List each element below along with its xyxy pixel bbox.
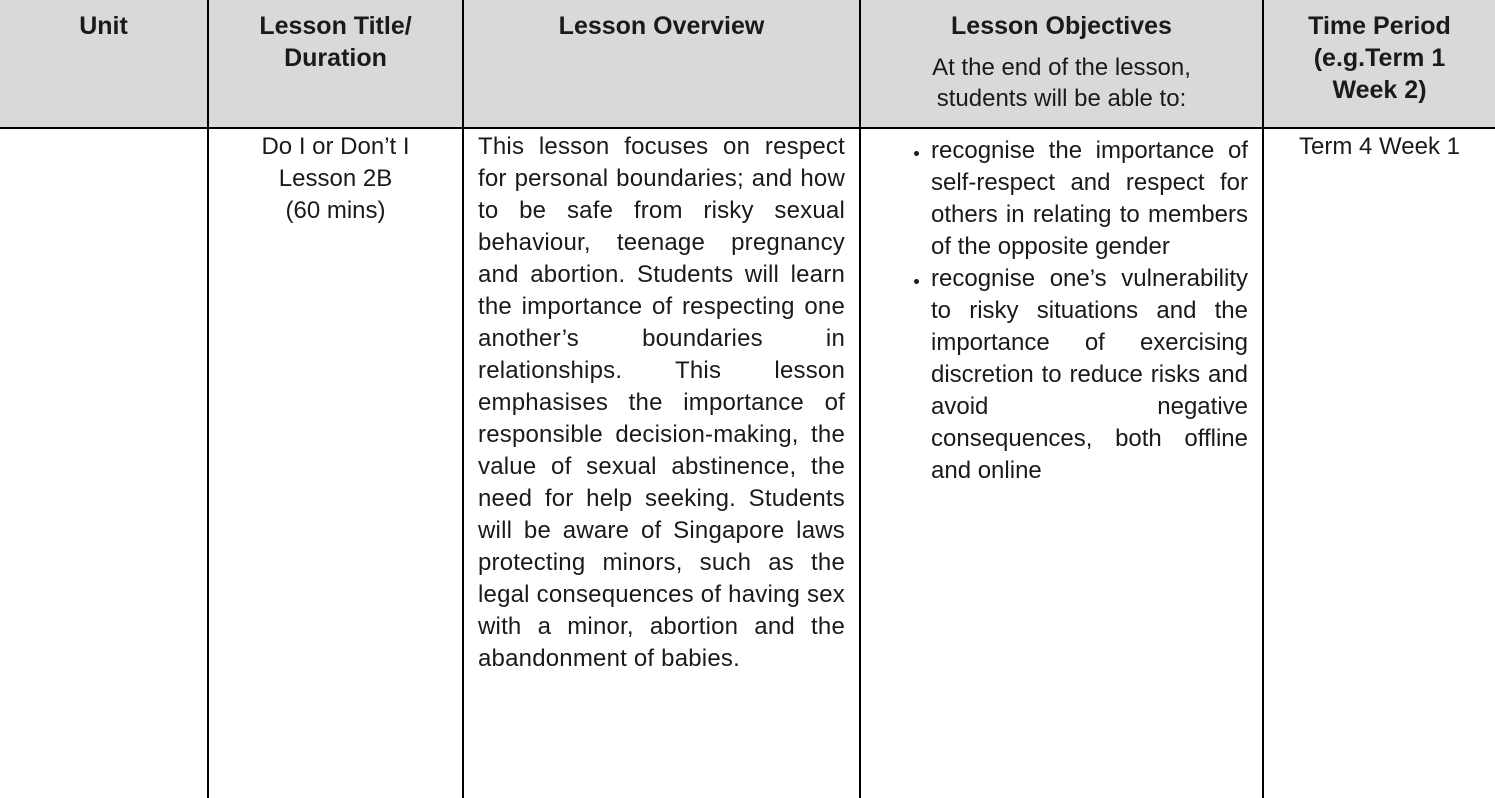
header-objectives-sub-line1: At the end of the lesson, [932, 54, 1191, 81]
header-lesson-title-line2: Duration [284, 44, 387, 72]
cell-lesson-overview [463, 128, 860, 798]
lesson-duration: (60 mins) [285, 197, 386, 224]
header-lesson-overview [463, 0, 860, 128]
header-objectives-label: Lesson Objectives [951, 12, 1172, 40]
cell-lesson-objectives [860, 128, 1263, 798]
header-time-line1: Time Period [1308, 12, 1451, 40]
header-time-line3: Week 2) [1332, 76, 1427, 104]
header-lesson-title [208, 0, 463, 128]
header-unit [0, 0, 208, 128]
cell-lesson-title [208, 128, 463, 798]
objectives-list [861, 129, 1262, 487]
lesson-overview-text: This lesson focuses on respect for personal boundaries; and how to be safe from risky sexual behaviour, teenage pregnancy and abortion. Students will learn the importance of respecting one another’s boundaries in relationships. This lesson emphasises the importance of responsible decision-making, the value of sexual abstinence, the need for help seeking. Students will be aware of Singapore laws protecting minors, such as the legal consequences of having sex with a minor, abortion and the abandonment of babies. [478, 133, 845, 672]
header-unit-label: Unit [79, 12, 128, 40]
header-objectives-sub-line2: students will be able to: [936, 85, 1187, 112]
time-period-text: Term 4 Week 1 [1299, 133, 1460, 160]
lesson-row [0, 128, 1495, 798]
objective-item: • recognise one’s vulnerability to risky situations and the importance of exercising discretion to reduce risks and avoid negative consequences, both offline and online [931, 263, 1248, 487]
header-objectives-sub [861, 52, 1262, 114]
header-overview-label: Lesson Overview [558, 12, 765, 40]
cell-unit [0, 128, 208, 798]
header-lesson-objectives [860, 0, 1263, 128]
objective-item: • recognise the importance of self-respect and respect for others in relating to members of the opposite gender [931, 135, 1248, 263]
lesson-title-line1: Do I or Don’t I [261, 133, 410, 160]
header-lesson-title-line1: Lesson Title/ [259, 12, 412, 40]
lesson-title-line2: Lesson 2B [278, 165, 393, 192]
cell-time-period [1263, 128, 1495, 798]
header-time-line2: (e.g.Term 1 [1313, 44, 1446, 72]
header-time-period [1263, 0, 1495, 128]
header-row [0, 0, 1495, 128]
